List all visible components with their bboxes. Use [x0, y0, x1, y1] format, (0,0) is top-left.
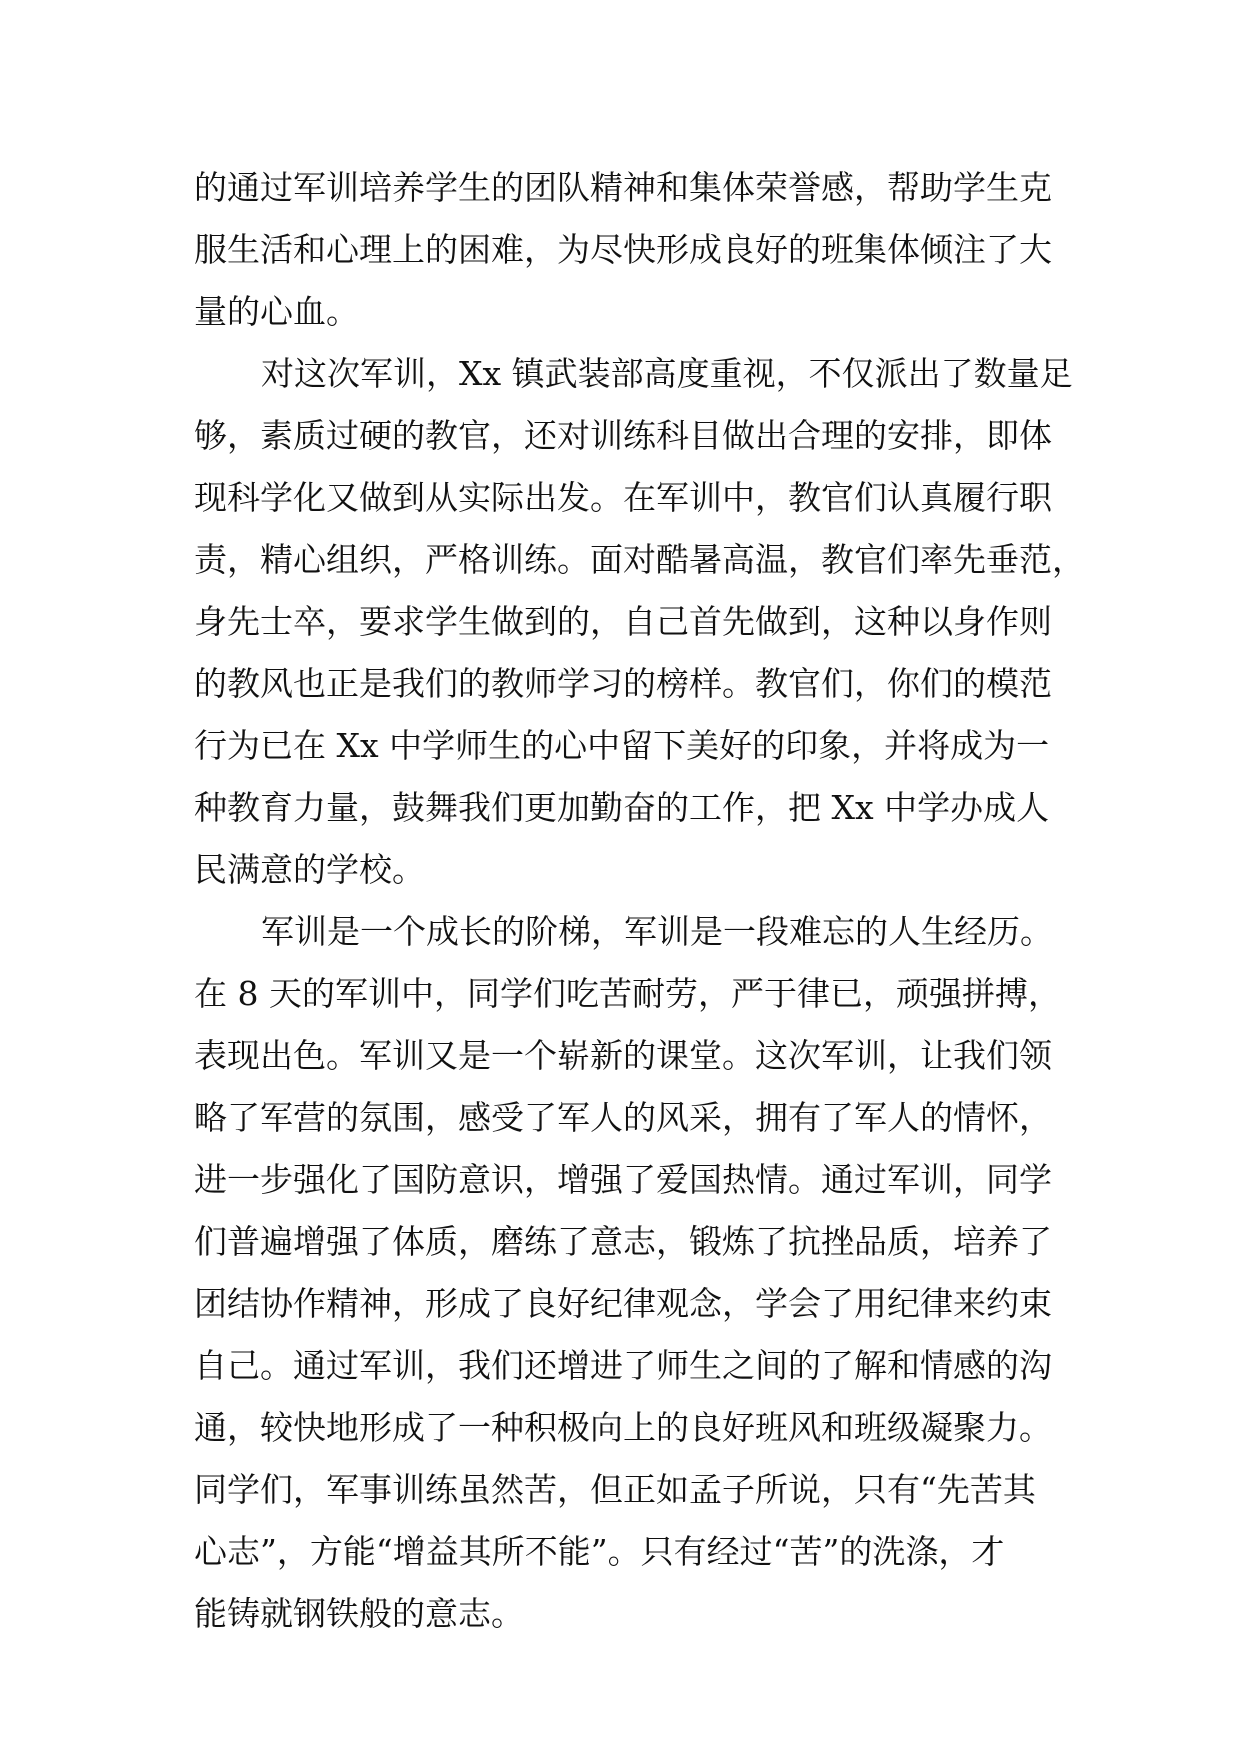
paragraph-2: [194, 343, 1085, 901]
text-line: 种教育力量，鼓舞我们更加勤奋的工作，把 Xx 中学办成人: [194, 788, 1050, 827]
text-line: 身先士卒，要求学生做到的，自己首先做到，这种以身作则: [194, 602, 1052, 641]
text-line: 同学们，军事训练虽然苦，但正如孟子所说，只有“先苦其: [194, 1470, 1036, 1509]
text-line: 现科学化又做到从实际出发。在军训中，教官们认真履行职: [194, 478, 1052, 517]
text-line: 进一步强化了国防意识，增强了爱国热情。通过军训，同学: [194, 1160, 1052, 1199]
text-line: 量的心血。: [194, 292, 359, 331]
text-line: 表现出色。军训又是一个崭新的课堂。这次军训，让我们领: [194, 1036, 1052, 1075]
paragraph-3: [194, 901, 1061, 1645]
text-line: 民满意的学校。: [194, 850, 425, 889]
text-line: 通，较快地形成了一种积极向上的良好班风和班级凝聚力。: [194, 1408, 1052, 1447]
text-line: 对这次军训，Xx 镇武装部高度重视，不仅派出了数量足: [261, 354, 1073, 393]
text-line: 们普遍增强了体质，磨练了意志，锻炼了抗挫品质，培养了: [194, 1222, 1052, 1261]
document-body: [194, 157, 1085, 1645]
text-line: 团结协作精神，形成了良好纪律观念，学会了用纪律来约束: [194, 1284, 1052, 1323]
text-line: 在 8 天的军训中，同学们吃苦耐劳，严于律已，顽强拼搏，: [194, 974, 1061, 1013]
text-line: 责，精心组织，严格训练。面对酷暑高温，教官们率先垂范，: [194, 540, 1085, 579]
text-line: 的教风也正是我们的教师学习的榜样。教官们，你们的模范: [194, 664, 1052, 703]
paragraph-1: [194, 157, 1054, 343]
text-line: 心志”，方能“增益其所不能”。只有经过“苦”的洗涤，才: [194, 1532, 1005, 1571]
text-line: 行为已在 Xx 中学师生的心中留下美好的印象，并将成为一: [194, 726, 1050, 765]
text-line: 够，素质过硬的教官，还对训练科目做出合理的安排，即体: [194, 416, 1052, 455]
text-line: 能铸就钢铁般的意志。: [194, 1594, 524, 1633]
text-line: 自己。通过军训，我们还增进了师生之间的了解和情感的沟: [194, 1346, 1052, 1385]
text-line: 的通过军训培养学生的团队精神和集体荣誉感，帮助学生克: [194, 168, 1052, 207]
text-line: 略了军营的氛围，感受了军人的风采，拥有了军人的情怀，: [194, 1098, 1052, 1137]
text-line: 军训是一个成长的阶梯，军训是一段难忘的人生经历。: [261, 912, 1053, 951]
text-line: 服生活和心理上的困难，为尽快形成良好的班集体倾注了大: [194, 230, 1052, 269]
